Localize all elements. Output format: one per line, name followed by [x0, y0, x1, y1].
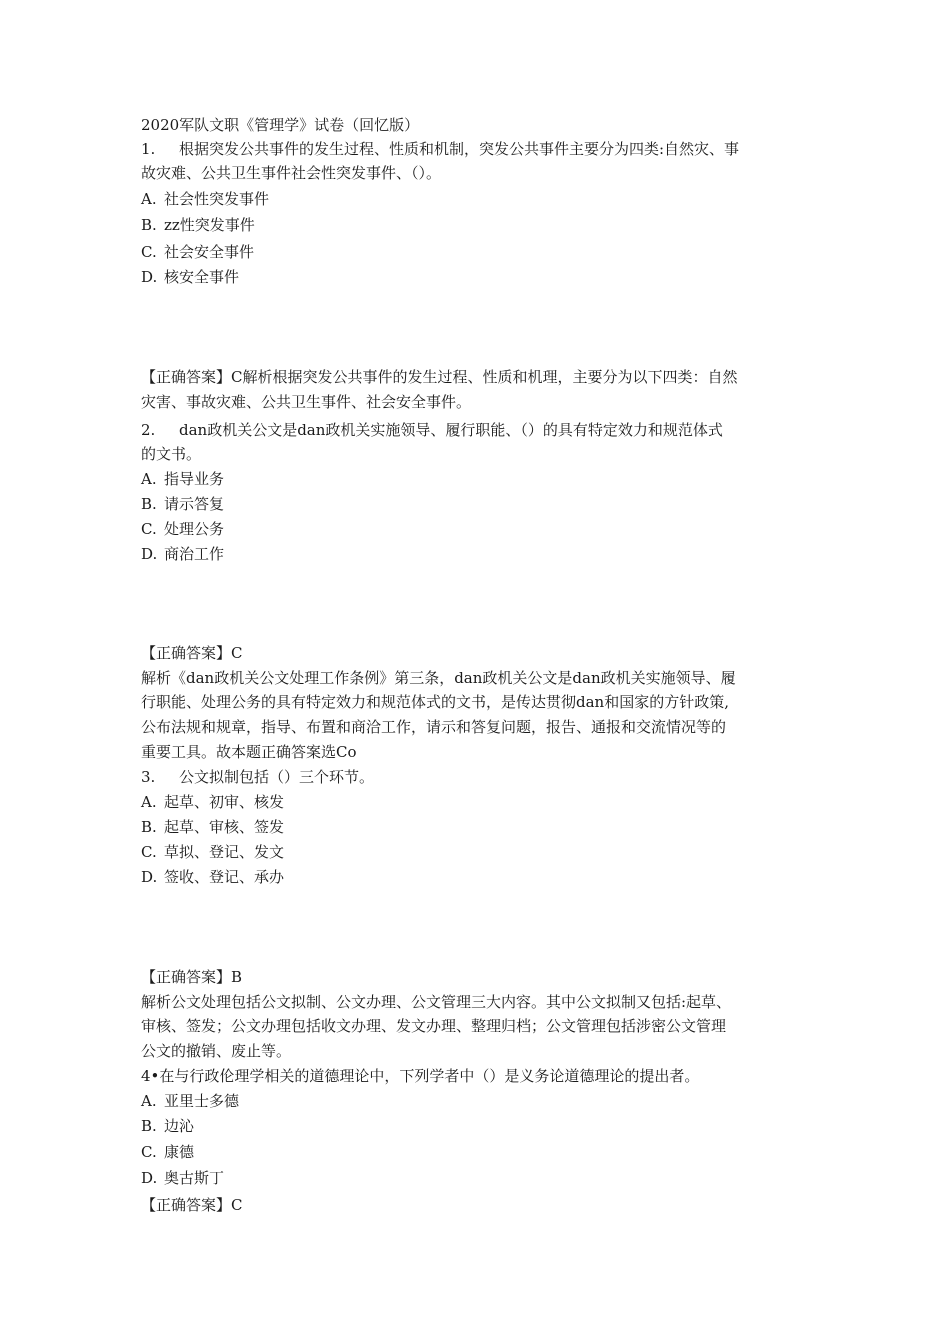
question-1-option-c: C. 社会安全事件 [141, 243, 255, 261]
document-title: 2020军队文职《管理学》试卷（回忆版） [141, 116, 420, 134]
question-3-option-c: C. 草拟、登记、发文 [141, 843, 285, 861]
question-2-stem-line-2: 的文书。 [141, 445, 202, 463]
question-4-option-c: C. 康德 [141, 1143, 195, 1161]
question-1-answer: 【正确答案】C解析根据突发公共事件的发生过程、性质和机理，主要分为以下四类：自然 [141, 368, 738, 386]
question-2-option-b: B. 请示答复 [141, 495, 225, 513]
question-2-analysis-line-1: 解析《dan政机关公文处理工作条例》第三条，dan政机关公文是dan政机关实施领导、履 [141, 669, 736, 687]
question-4-answer: 【正确答案】C [141, 1196, 243, 1214]
question-3-option-a: A. 起草、初审、核发 [141, 793, 285, 811]
question-2-option-d: D. 商治工作 [141, 545, 225, 563]
question-2-analysis-line-2: 行职能、处理公务的具有特定效力和规范体式的文书，是传达贯彻dan和国家的方针政策, [141, 693, 729, 711]
question-4-option-b: B. 边沁 [141, 1117, 195, 1135]
question-2-option-a: A. 指导业务 [141, 470, 225, 488]
question-1-option-d: D. 核安全事件 [141, 268, 240, 286]
question-1-analysis-line-2: 灾害、事故灾难、公共卫生事件、社会安全事件。 [141, 393, 472, 411]
question-1-option-a: A. 社会性突发事件 [141, 190, 270, 208]
question-3-option-d: D. 签收、登记、承办 [141, 868, 285, 886]
question-3-stem: 3. 公文拟制包括（）三个环节。 [141, 765, 821, 789]
question-4-number: 4• [141, 1067, 160, 1085]
question-2-analysis-line-4: 重要工具。故本题正确答案选Co [141, 743, 357, 761]
question-1-stem-line-1: 1. 根据突发公共事件的发生过程、性质和机制，突发公共事件主要分为四类:自然灾、事 [141, 137, 821, 161]
question-4-stem: 4•在与行政伦理学相关的道德理论中，下列学者中（）是义务论道德理论的提出者。 [141, 1067, 700, 1085]
question-4-option-d: D. 奥古斯丁 [141, 1169, 225, 1187]
question-2-stem-line-1: 2. dan政机关公文是dan政机关实施领导、履行职能、（）的具有特定效力和规范体式 [141, 418, 821, 442]
question-2-analysis-line-3: 公布法规和规章，指导、布置和商洽工作，请示和答复问题，报告、通报和交流情况等的 [141, 718, 727, 736]
question-2-answer: 【正确答案】C [141, 644, 243, 662]
question-2-number: 2. [141, 421, 156, 439]
question-3-analysis-line-1: 解析公文处理包括公文拟制、公文办理、公文管理三大内容。其中公文拟制又包括:起草、 [141, 993, 732, 1011]
question-3-option-b: B. 起草、审核、签发 [141, 818, 285, 836]
question-3-number: 3. [141, 768, 156, 786]
question-4-option-a: A. 亚里士多德 [141, 1092, 240, 1110]
question-1-stem-line-2: 故灾难、公共卫生事件社会性突发事件、（）。 [141, 164, 442, 182]
question-1-number: 1. [141, 140, 156, 158]
question-3-answer: 【正确答案】B [141, 968, 243, 986]
question-3-analysis-line-2: 审核、签发；公文办理包括收文办理、发文办理、整理归档；公文管理包括涉密公文管理 [141, 1017, 727, 1035]
question-2-option-c: C. 处理公务 [141, 520, 225, 538]
question-3-analysis-line-3: 公文的撤销、废止等。 [141, 1042, 292, 1060]
question-1-option-b: B. zz性突发事件 [141, 216, 255, 234]
